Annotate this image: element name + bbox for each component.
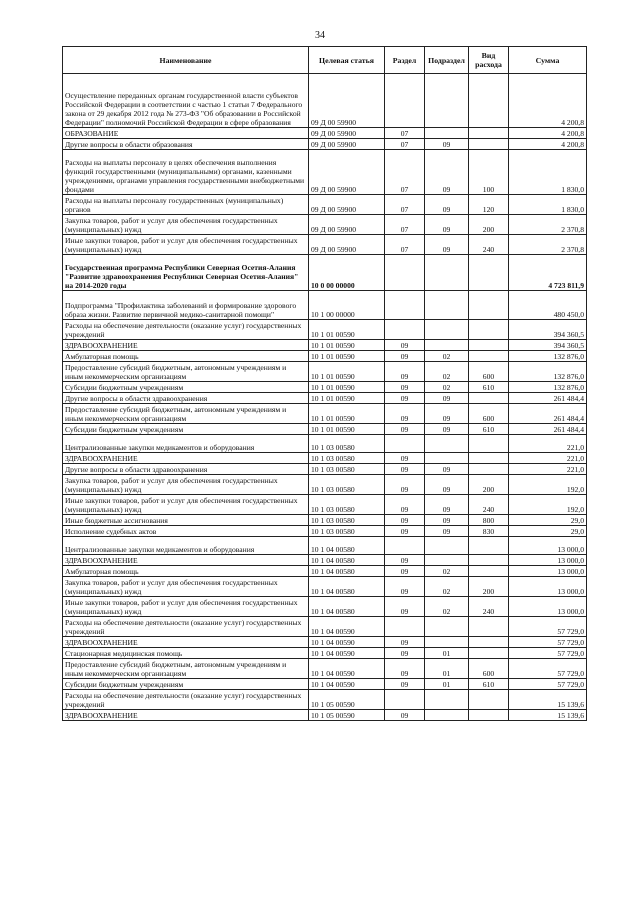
cell-code: 10 1 04 00590 <box>309 617 385 637</box>
cell-section: 07 <box>385 215 425 235</box>
cell-expense-type <box>469 566 509 577</box>
cell-expense-type: 200 <box>469 215 509 235</box>
cell-amount: 394 360,5 <box>509 340 587 351</box>
cell-subsection <box>425 617 469 637</box>
cell-expense-type: 610 <box>469 382 509 393</box>
cell-subsection: 09 <box>425 215 469 235</box>
cell-section: 09 <box>385 453 425 464</box>
cell-code: 09 Д 00 59900 <box>309 215 385 235</box>
header-section: Раздел <box>385 47 425 74</box>
table-row <box>63 362 587 382</box>
cell-expense-type <box>469 139 509 150</box>
cell-subsection: 01 <box>425 679 469 690</box>
cell-subsection <box>425 453 469 464</box>
cell-name: Иные бюджетные ассигнования <box>63 515 309 526</box>
cell-amount: 2 370,8 <box>509 235 587 255</box>
cell-amount: 480 450,0 <box>509 291 587 320</box>
cell-amount: 13 000,0 <box>509 537 587 555</box>
cell-amount: 132 876,0 <box>509 362 587 382</box>
cell-section: 09 <box>385 526 425 537</box>
cell-subsection: 09 <box>425 235 469 255</box>
cell-subsection: 09 <box>425 150 469 195</box>
cell-subsection <box>425 320 469 340</box>
cell-name: Закупка товаров, работ и услуг для обеспечения государственных (муниципальных) нужд <box>63 215 309 235</box>
table-row <box>63 526 587 537</box>
cell-name: Другие вопросы в области здравоохранения <box>63 464 309 475</box>
table-row <box>63 424 587 435</box>
cell-expense-type <box>469 464 509 475</box>
table-row <box>63 215 587 235</box>
cell-amount: 57 729,0 <box>509 648 587 659</box>
cell-expense-type <box>469 255 509 291</box>
table-row <box>63 648 587 659</box>
cell-name: Централизованные закупки медикаментов и оборудования <box>63 537 309 555</box>
table-row <box>63 393 587 404</box>
cell-section: 09 <box>385 393 425 404</box>
table-row <box>63 475 587 495</box>
cell-name: Субсидии бюджетным учреждениям <box>63 382 309 393</box>
cell-amount: 394 360,5 <box>509 320 587 340</box>
cell-subsection: 02 <box>425 566 469 577</box>
table-row <box>63 128 587 139</box>
cell-code: 10 1 04 00580 <box>309 577 385 597</box>
cell-name: Расходы на выплаты персоналу в целях обеспечения выполнения функций государственными (муниципальными) органами, казенными учреждениями, органами управления государственными внебюджетными фондами <box>63 150 309 195</box>
cell-code: 09 Д 00 59900 <box>309 195 385 215</box>
cell-subsection: 09 <box>425 526 469 537</box>
cell-amount: 1 830,0 <box>509 150 587 195</box>
cell-subsection <box>425 128 469 139</box>
table-row <box>63 291 587 320</box>
cell-amount: 29,0 <box>509 526 587 537</box>
cell-expense-type <box>469 320 509 340</box>
cell-expense-type <box>469 710 509 721</box>
cell-subsection <box>425 291 469 320</box>
table-row <box>63 566 587 577</box>
table-row <box>63 637 587 648</box>
cell-name: Стационарная медицинская помощь <box>63 648 309 659</box>
cell-amount: 221,0 <box>509 435 587 453</box>
cell-name: ЗДРАВООХРАНЕНИЕ <box>63 710 309 721</box>
table-row <box>63 617 587 637</box>
cell-expense-type: 600 <box>469 362 509 382</box>
cell-code: 10 1 05 00590 <box>309 710 385 721</box>
cell-amount: 13 000,0 <box>509 555 587 566</box>
cell-subsection: 09 <box>425 424 469 435</box>
cell-name: Исполнение судебных актов <box>63 526 309 537</box>
cell-section: 09 <box>385 340 425 351</box>
cell-name: Предоставление субсидий бюджетным, автономным учреждениям и иным некоммерческим организациям <box>63 362 309 382</box>
cell-section <box>385 435 425 453</box>
cell-section <box>385 74 425 128</box>
cell-code: 10 1 01 00590 <box>309 424 385 435</box>
cell-section: 07 <box>385 150 425 195</box>
cell-section: 09 <box>385 475 425 495</box>
cell-expense-type: 600 <box>469 659 509 679</box>
table-row <box>63 320 587 340</box>
cell-expense-type <box>469 555 509 566</box>
cell-name: Амбулаторная помощь <box>63 351 309 362</box>
cell-expense-type <box>469 351 509 362</box>
table-row <box>63 659 587 679</box>
table-row <box>63 195 587 215</box>
cell-expense-type <box>469 74 509 128</box>
page-number: 34 <box>315 30 325 41</box>
cell-section: 09 <box>385 679 425 690</box>
table-row <box>63 382 587 393</box>
cell-expense-type <box>469 340 509 351</box>
table-row <box>63 150 587 195</box>
cell-subsection: 09 <box>425 515 469 526</box>
cell-name: ОБРАЗОВАНИЕ <box>63 128 309 139</box>
cell-code: 10 1 03 00580 <box>309 495 385 515</box>
cell-expense-type: 240 <box>469 495 509 515</box>
cell-expense-type <box>469 453 509 464</box>
cell-section: 09 <box>385 710 425 721</box>
cell-section: 09 <box>385 515 425 526</box>
cell-subsection: 01 <box>425 659 469 679</box>
cell-subsection <box>425 537 469 555</box>
table-row <box>63 537 587 555</box>
cell-expense-type: 800 <box>469 515 509 526</box>
cell-expense-type: 120 <box>469 195 509 215</box>
table-row <box>63 435 587 453</box>
cell-name: Субсидии бюджетным учреждениям <box>63 679 309 690</box>
cell-amount: 261 484,4 <box>509 424 587 435</box>
cell-subsection: 09 <box>425 464 469 475</box>
cell-name: Предоставление субсидий бюджетным, автономным учреждениям и иным некоммерческим организациям <box>63 404 309 424</box>
cell-code: 09 Д 00 59900 <box>309 150 385 195</box>
cell-subsection <box>425 74 469 128</box>
cell-section <box>385 255 425 291</box>
cell-name: Субсидии бюджетным учреждениям <box>63 424 309 435</box>
table-row <box>63 710 587 721</box>
cell-expense-type <box>469 393 509 404</box>
cell-amount: 4 200,8 <box>509 128 587 139</box>
header-expense-type: Вид расхода <box>469 47 509 74</box>
cell-name: Расходы на обеспечение деятельности (оказание услуг) государственных учреждений <box>63 617 309 637</box>
cell-code: 10 1 03 00580 <box>309 453 385 464</box>
cell-subsection <box>425 690 469 710</box>
cell-expense-type <box>469 617 509 637</box>
cell-subsection: 09 <box>425 475 469 495</box>
cell-name: ЗДРАВООХРАНЕНИЕ <box>63 637 309 648</box>
table-body <box>63 74 587 721</box>
cell-name: Централизованные закупки медикаментов и оборудования <box>63 435 309 453</box>
cell-amount: 221,0 <box>509 464 587 475</box>
cell-amount: 261 484,4 <box>509 393 587 404</box>
cell-expense-type <box>469 435 509 453</box>
cell-code: 10 1 01 00590 <box>309 340 385 351</box>
table-header-row <box>63 47 587 74</box>
cell-amount: 29,0 <box>509 515 587 526</box>
cell-section: 09 <box>385 362 425 382</box>
cell-name: ЗДРАВООХРАНЕНИЕ <box>63 453 309 464</box>
table-row <box>63 690 587 710</box>
cell-code: 10 1 05 00590 <box>309 690 385 710</box>
cell-section <box>385 537 425 555</box>
cell-section <box>385 320 425 340</box>
table-row <box>63 515 587 526</box>
cell-name: Иные закупки товаров, работ и услуг для обеспечения государственных (муниципальных) нужд <box>63 495 309 515</box>
cell-code: 10 1 03 00580 <box>309 526 385 537</box>
cell-code: 10 1 01 00590 <box>309 404 385 424</box>
table-row <box>63 255 587 291</box>
cell-amount: 2 370,8 <box>509 215 587 235</box>
cell-code: 10 1 04 00590 <box>309 648 385 659</box>
cell-amount: 4 200,8 <box>509 74 587 128</box>
cell-amount: 192,0 <box>509 475 587 495</box>
cell-name: ЗДРАВООХРАНЕНИЕ <box>63 555 309 566</box>
cell-expense-type: 100 <box>469 150 509 195</box>
table-row <box>63 679 587 690</box>
cell-amount: 57 729,0 <box>509 679 587 690</box>
cell-expense-type: 240 <box>469 597 509 617</box>
cell-code: 10 1 03 00580 <box>309 464 385 475</box>
cell-expense-type <box>469 648 509 659</box>
cell-section: 09 <box>385 404 425 424</box>
cell-name: Подпрограмма "Профилактика заболеваний и формирование здорового образа жизни. Развитие первичной медико-санитарной помощи" <box>63 291 309 320</box>
cell-code: 10 1 01 00590 <box>309 351 385 362</box>
cell-name: Расходы на выплаты персоналу государственных (муниципальных) органов <box>63 195 309 215</box>
cell-subsection <box>425 637 469 648</box>
cell-amount: 13 000,0 <box>509 597 587 617</box>
cell-amount: 4 200,8 <box>509 139 587 150</box>
cell-amount: 15 139,6 <box>509 710 587 721</box>
table-row <box>63 495 587 515</box>
cell-amount: 132 876,0 <box>509 382 587 393</box>
cell-expense-type: 600 <box>469 404 509 424</box>
cell-expense-type <box>469 690 509 710</box>
cell-amount: 57 729,0 <box>509 617 587 637</box>
cell-section: 09 <box>385 648 425 659</box>
cell-name: Расходы на обеспечение деятельности (оказание услуг) государственных учреждений <box>63 690 309 710</box>
cell-name: Иные закупки товаров, работ и услуг для обеспечения государственных (муниципальных) нужд <box>63 235 309 255</box>
table-row <box>63 555 587 566</box>
cell-code: 10 0 00 00000 <box>309 255 385 291</box>
cell-subsection: 09 <box>425 139 469 150</box>
cell-name: ЗДРАВООХРАНЕНИЕ <box>63 340 309 351</box>
cell-expense-type: 240 <box>469 235 509 255</box>
cell-expense-type <box>469 128 509 139</box>
cell-section: 09 <box>385 577 425 597</box>
header-code: Целевая статья <box>309 47 385 74</box>
cell-section: 09 <box>385 495 425 515</box>
cell-amount: 57 729,0 <box>509 637 587 648</box>
cell-section: 09 <box>385 555 425 566</box>
cell-amount: 261 484,4 <box>509 404 587 424</box>
cell-amount: 4 723 811,9 <box>509 255 587 291</box>
cell-amount: 221,0 <box>509 453 587 464</box>
cell-code: 10 1 00 00000 <box>309 291 385 320</box>
cell-code: 10 1 01 00590 <box>309 320 385 340</box>
cell-section: 07 <box>385 235 425 255</box>
cell-section: 07 <box>385 139 425 150</box>
header-amount: Сумма <box>509 47 587 74</box>
cell-expense-type <box>469 291 509 320</box>
cell-amount: 57 729,0 <box>509 659 587 679</box>
table-row <box>63 139 587 150</box>
table-row <box>63 351 587 362</box>
cell-subsection: 02 <box>425 382 469 393</box>
cell-name: Расходы на обеспечение деятельности (оказание услуг) государственных учреждений <box>63 320 309 340</box>
cell-subsection: 02 <box>425 351 469 362</box>
cell-subsection: 09 <box>425 195 469 215</box>
cell-section: 09 <box>385 659 425 679</box>
cell-section: 09 <box>385 382 425 393</box>
cell-subsection <box>425 555 469 566</box>
cell-expense-type <box>469 637 509 648</box>
cell-code: 10 1 01 00590 <box>309 362 385 382</box>
cell-code: 10 1 04 00580 <box>309 566 385 577</box>
cell-subsection <box>425 255 469 291</box>
cell-name: Закупка товаров, работ и услуг для обеспечения государственных (муниципальных) нужд <box>63 475 309 495</box>
table-row <box>63 404 587 424</box>
cell-amount: 15 139,6 <box>509 690 587 710</box>
cell-section: 09 <box>385 597 425 617</box>
cell-name: Закупка товаров, работ и услуг для обеспечения государственных (муниципальных) нужд <box>63 577 309 597</box>
cell-section: 09 <box>385 464 425 475</box>
table-row <box>63 453 587 464</box>
cell-name: Амбулаторная помощь <box>63 566 309 577</box>
cell-code: 10 1 01 00590 <box>309 382 385 393</box>
cell-expense-type <box>469 537 509 555</box>
cell-subsection: 02 <box>425 577 469 597</box>
cell-amount: 1 830,0 <box>509 195 587 215</box>
cell-name: Предоставление субсидий бюджетным, автономным учреждениям и иным некоммерческим организациям <box>63 659 309 679</box>
cell-section: 09 <box>385 637 425 648</box>
cell-section <box>385 617 425 637</box>
cell-subsection: 09 <box>425 495 469 515</box>
cell-name: Другие вопросы в области образования <box>63 139 309 150</box>
cell-section: 09 <box>385 351 425 362</box>
cell-code: 09 Д 00 59900 <box>309 74 385 128</box>
cell-code: 10 1 04 00580 <box>309 537 385 555</box>
cell-section: 09 <box>385 424 425 435</box>
cell-expense-type: 830 <box>469 526 509 537</box>
cell-code: 10 1 03 00580 <box>309 475 385 495</box>
cell-expense-type: 610 <box>469 679 509 690</box>
budget-table <box>62 46 587 721</box>
cell-section <box>385 690 425 710</box>
cell-code: 09 Д 00 59900 <box>309 128 385 139</box>
cell-code: 10 1 04 00580 <box>309 597 385 617</box>
header-name: Наименование <box>63 47 309 74</box>
cell-amount: 13 000,0 <box>509 577 587 597</box>
table-row <box>63 340 587 351</box>
cell-code: 10 1 04 00590 <box>309 659 385 679</box>
cell-expense-type: 200 <box>469 475 509 495</box>
cell-expense-type: 200 <box>469 577 509 597</box>
cell-name: Осуществление переданных органам государственной власти субъектов Российской Федерации в соответствии с частью 1 статьи 7 Федерального закона от 29 декабря 2012 года № 273-ФЗ "Об образовании в Российской Федерации" полномочий Российской Федерации в сфере образования <box>63 74 309 128</box>
table-row <box>63 577 587 597</box>
table-row <box>63 74 587 128</box>
cell-section: 09 <box>385 566 425 577</box>
cell-code: 10 1 03 00580 <box>309 435 385 453</box>
cell-code: 10 1 01 00590 <box>309 393 385 404</box>
cell-subsection <box>425 435 469 453</box>
cell-code: 09 Д 00 59900 <box>309 139 385 150</box>
cell-section <box>385 291 425 320</box>
cell-amount: 192,0 <box>509 495 587 515</box>
cell-expense-type: 610 <box>469 424 509 435</box>
table-row <box>63 235 587 255</box>
cell-subsection: 09 <box>425 404 469 424</box>
cell-subsection <box>425 340 469 351</box>
table-row <box>63 597 587 617</box>
table-row <box>63 464 587 475</box>
cell-name: Государственная программа Республики Северная Осетия-Алания "Развитие здравоохранения Республики Северная Осетия-Алания" на 2014-2020 годы <box>63 255 309 291</box>
cell-code: 10 1 04 00590 <box>309 679 385 690</box>
cell-subsection: 02 <box>425 597 469 617</box>
cell-amount: 13 000,0 <box>509 566 587 577</box>
cell-name: Иные закупки товаров, работ и услуг для обеспечения государственных (муниципальных) нужд <box>63 597 309 617</box>
cell-code: 10 1 03 00580 <box>309 515 385 526</box>
cell-code: 09 Д 00 59900 <box>309 235 385 255</box>
cell-subsection <box>425 710 469 721</box>
cell-amount: 132 876,0 <box>509 351 587 362</box>
cell-subsection: 09 <box>425 393 469 404</box>
cell-code: 10 1 04 00580 <box>309 555 385 566</box>
cell-name: Другие вопросы в области здравоохранения <box>63 393 309 404</box>
cell-code: 10 1 04 00590 <box>309 637 385 648</box>
cell-subsection: 02 <box>425 362 469 382</box>
cell-section: 07 <box>385 195 425 215</box>
cell-subsection: 01 <box>425 648 469 659</box>
header-subsection: Подраздел <box>425 47 469 74</box>
cell-section: 07 <box>385 128 425 139</box>
